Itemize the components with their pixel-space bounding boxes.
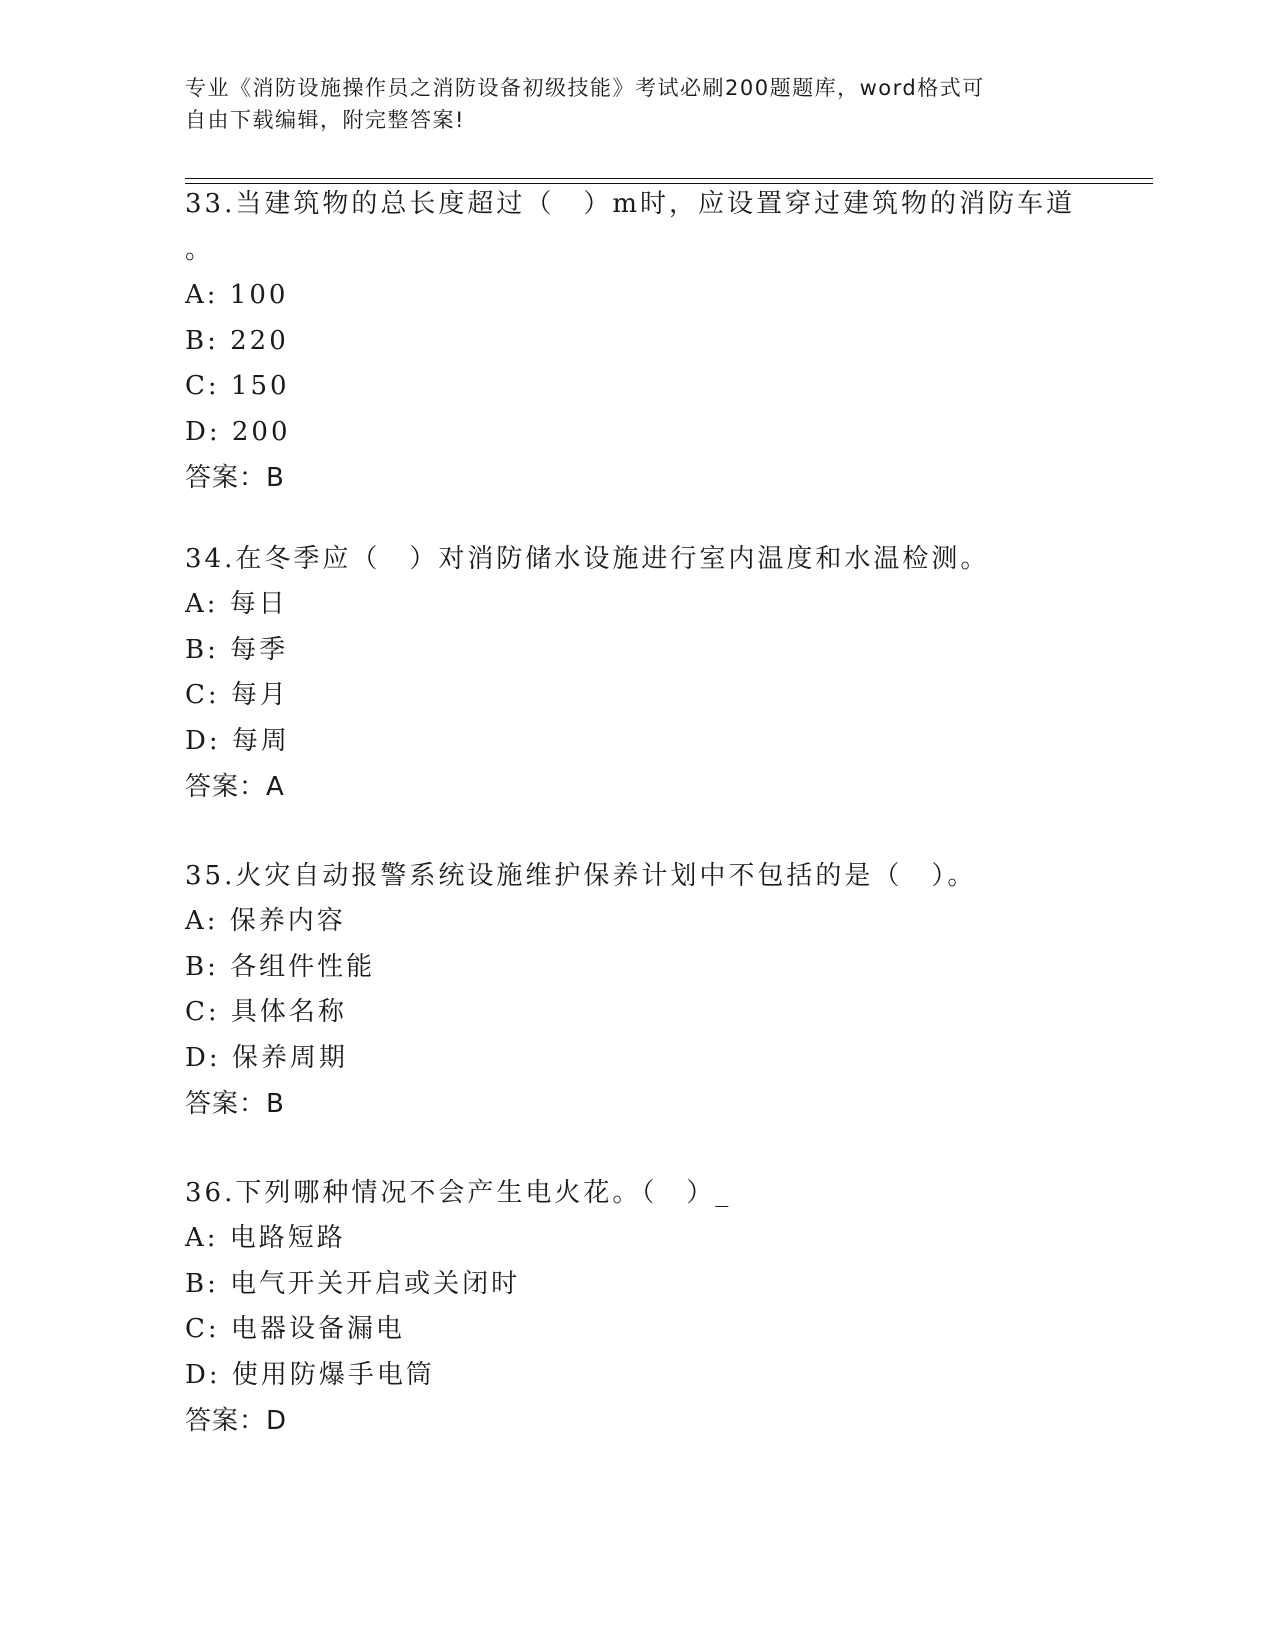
answer-line: 答案：B: [185, 463, 285, 493]
option-d: D: 使用防爆手电筒: [185, 1359, 435, 1390]
question-stem-continuation: 。: [185, 235, 212, 265]
option-b: B: 每季: [185, 634, 289, 665]
question-stem: 33.当建筑物的总长度超过（ ）m时，应设置穿过建筑物的消防车道: [185, 189, 1076, 219]
option-b: B: 各组件性能: [185, 951, 376, 982]
header-divider-top: [185, 178, 1153, 179]
option-a: A: 每日: [185, 589, 288, 619]
question-34: [185, 536, 1105, 810]
question-stem: 35.火灾自动报警系统设施维护保养计划中不包括的是（ ）。: [185, 861, 977, 891]
option-c: C: 具体名称: [185, 997, 347, 1027]
question-36: [185, 1170, 1105, 1444]
header-title-line-1: 专业《消防设施操作员之消防设备初级技能》考试必刷200题题库，word格式可: [185, 76, 985, 100]
option-a: A: 保养内容: [185, 906, 346, 936]
option-d: D: 每周: [185, 725, 290, 756]
question-33: [185, 181, 1105, 501]
option-c: C: 每月: [185, 680, 289, 710]
option-a: A: 电路短路: [185, 1223, 346, 1253]
option-a: A: 100: [185, 280, 289, 310]
answer-line: 答案：A: [185, 772, 285, 802]
question-35: [185, 853, 1105, 1127]
option-b: B: 电气开关开启或关闭时: [185, 1268, 521, 1299]
header-title-line-2: 自由下载编辑，附完整答案!: [185, 108, 465, 132]
option-d: D: 200: [185, 416, 291, 447]
document-header: [185, 72, 1065, 136]
option-c: C: 150: [185, 371, 290, 401]
question-stem: 34.在冬季应（ ）对消防储水设施进行室内温度和水温检测。: [185, 544, 990, 574]
answer-line: 答案：B: [185, 1089, 285, 1119]
question-stem: 36.下列哪种情况不会产生电火花。（ ）_: [185, 1178, 732, 1208]
option-d: D: 保养周期: [185, 1042, 348, 1073]
option-b: B: 220: [185, 325, 289, 356]
option-c: C: 电器设备漏电: [185, 1314, 405, 1344]
answer-line: 答案：D: [185, 1406, 288, 1436]
